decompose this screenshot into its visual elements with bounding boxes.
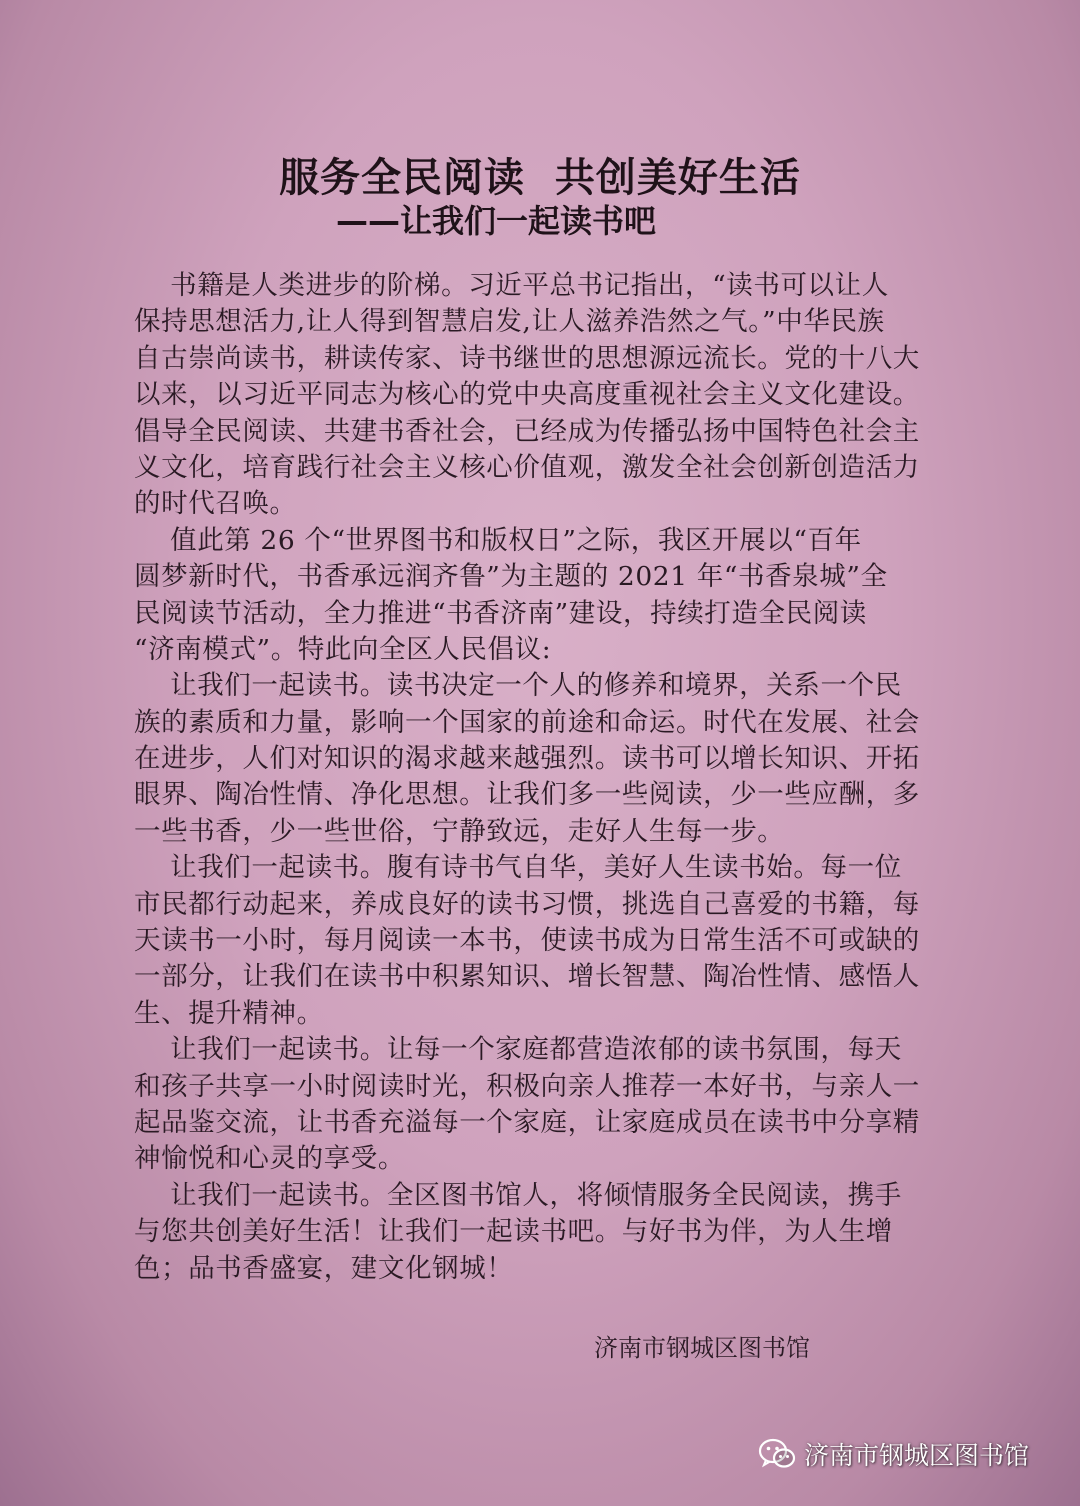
text-line: 眼界、陶冶性情、净化思想。让我们多一些阅读，少一些应酬，多 [134,779,920,811]
wechat-icon [758,1437,796,1471]
text-line: 民阅读节活动，全力推进“书香济南”建设，持续打造全民阅读 [134,597,867,629]
text-line: 天读书一小时，每月阅读一本书，使读书成为日常生活不可或缺的 [134,925,920,957]
text-line: 让我们一起读书。读书决定一个人的修养和境界，关系一个民 [134,670,902,702]
text-line: 让我们一起读书。让每一个家庭都营造浓郁的读书氛围，每天 [134,1034,902,1066]
text-line: 生、提升精神。 [134,997,324,1029]
text-line: 圆梦新时代，书香承远润齐鲁”为主题的 2021 年“书香泉城”全 [134,561,888,593]
document-subtitle: ——让我们一起读书吧 [336,202,657,240]
text-line: 市民都行动起来，养成良好的读书习惯，挑选自己喜爱的书籍，每 [134,888,920,920]
text-line: 的时代召唤。 [134,488,297,520]
text-line: 让我们一起读书。腹有诗书气自华，美好人生读书始。每一位 [134,852,902,884]
text-line: 倡导全民阅读、共建书香社会，已经成为传播弘扬中国特色社会主 [134,415,920,447]
signature: 济南市钢城区图书馆 [594,1334,810,1362]
watermark-text: 济南市钢城区图书馆 [804,1441,1030,1470]
text-line: 让我们一起读书。全区图书馆人，将倾情服务全民阅读，携手 [134,1179,902,1211]
text-line: 神愉悦和心灵的享受。 [134,1143,405,1175]
text-line: 与您共创美好生活！让我们一起读书吧。与好书为伴，为人生增 [134,1216,893,1248]
text-line: 以来，以习近平同志为核心的党中央高度重视社会主义文化建设。 [134,379,920,411]
text-line: “济南模式”。特此向全区人民倡议: [134,633,552,665]
text-line: 一部分，让我们在读书中积累知识、增长智慧、陶冶性情、感悟人 [134,961,920,993]
text-line: 族的素质和力量，影响一个国家的前途和命运。时代在发展、社会 [134,706,920,738]
document-body [134,268,934,1287]
text-line: 色；品书香盛宴，建文化钢城！ [134,1252,514,1284]
text-line: 起品鉴交流，让书香充溢每一个家庭，让家庭成员在读书中分享精 [134,1106,920,1138]
text-line: 在进步，人们对知识的渴求越来越强烈。读书可以增长知识、开拓 [134,743,920,775]
text-line: 保持思想活力,让人得到智慧启发,让人滋养浩然之气。”中华民族 [134,306,885,338]
text-line: 义文化，培育践行社会主义核心价值观，激发全社会创新创造活力 [134,451,920,483]
watermark [758,1432,1029,1476]
text-line: 自古崇尚读书，耕读传家、诗书继世的思想源远流长。党的十八大 [134,342,920,374]
text-line: 值此第 26 个“世界图书和版权日”之际，我区开展以“百年 [134,524,862,556]
text-line: 和孩子共享一小时阅读时光，积极向亲人推荐一本好书，与亲人一 [134,1070,920,1102]
document-title: 服务全民阅读 共创美好生活 [279,155,801,201]
text-line: 书籍是人类进步的阶梯。习近平总书记指出，“读书可以让人 [134,270,889,301]
text-line: 一些书香，少一些世俗，宁静致远，走好人生每一步。 [134,815,785,847]
